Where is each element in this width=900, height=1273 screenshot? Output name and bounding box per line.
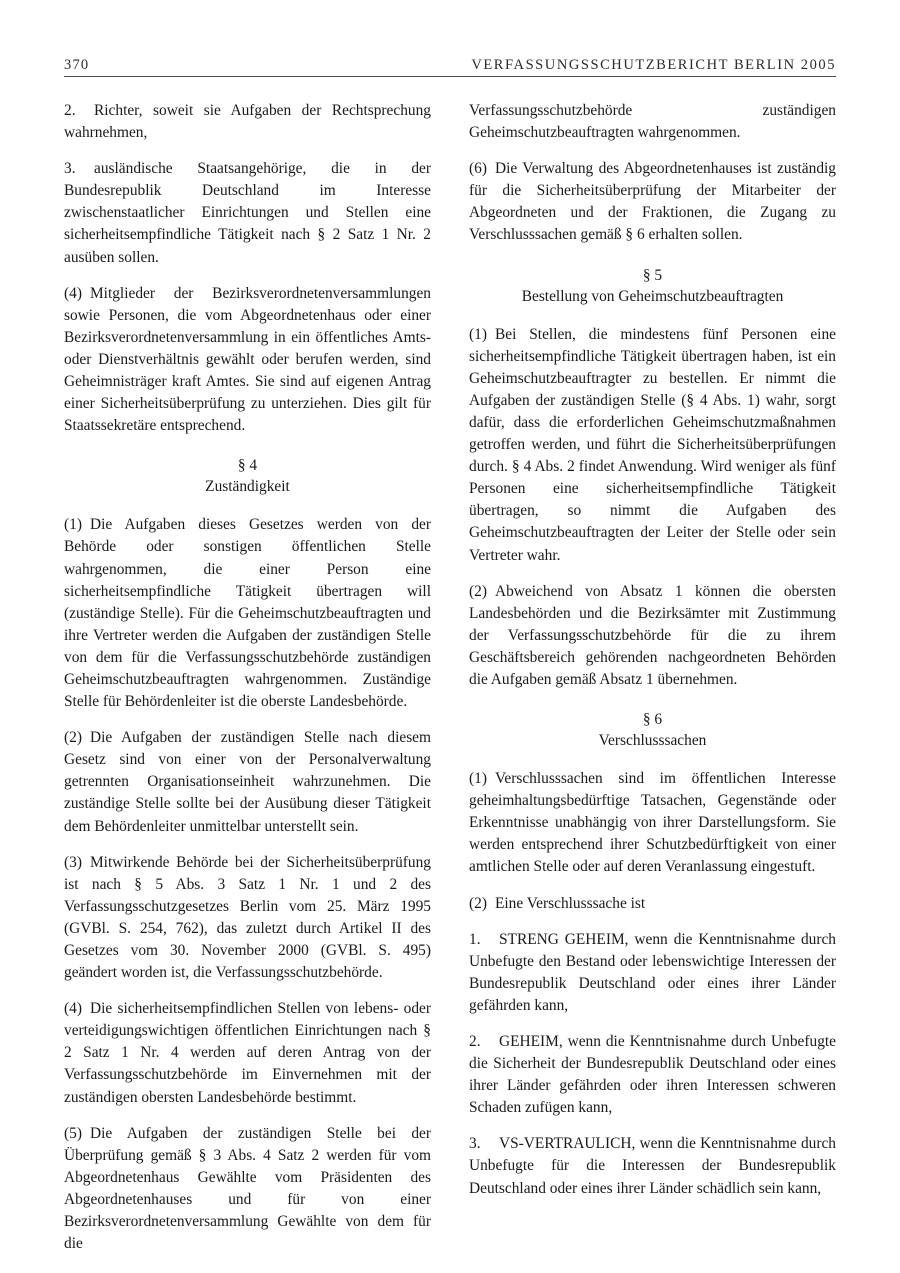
paragraph-number: (2) bbox=[469, 582, 487, 600]
section-number: § 6 bbox=[642, 711, 663, 729]
numbered-paragraph bbox=[64, 998, 431, 1108]
item-number: 1. bbox=[469, 930, 481, 948]
paragraph-text: Die Aufgaben dieses Gesetzes werden von der Behörde oder sonstigen öffentlichen Stelle wahrgenommen, die einer Person eine sicherheitsempfindliche Tätigkeit übertragen will (zuständige Stelle). Für die Geheimschutzbeauftragten und ihre Vertreter werden die Aufgaben der zuständigen Stelle von dem für die Verfassungsschutzbehörde zuständigen Geheimschutzbeauftragten wahrgenommen. Zuständige Stelle für Behördenleiter ist die oberste Landesbehörde. bbox=[64, 516, 431, 711]
paragraph-text: Die Verwaltung des Abgeordnetenhauses ist zuständig für die Sicherheitsüberprüfung der Mitarbeiter der Abgeordneten und der Fraktionen, die Zugang zu Verschlusssachen gemäß § 6 erhalten sollen. bbox=[469, 160, 836, 244]
paragraph-text: Mitglieder der Bezirksverordnetenversammlungen sowie Personen, die vom Abgeordnetenhaus oder einer Bezirksverordnetenversammlung in ein öffentliches Amts- oder Dienstverhältnis gewählt oder berufen werden, sind Geheimnisträger kraft Amtes. Sie sind auf eigenen Antrag einer Sicherheitsüberprüfung zu unterziehen. Dies gilt für Staatssekretäre entsprechend. bbox=[64, 284, 431, 435]
item-number: 2. bbox=[64, 102, 76, 119]
numbered-paragraph bbox=[469, 158, 836, 246]
running-title: VERFASSUNGSSCHUTZBERICHT BERLIN 2005 bbox=[471, 57, 836, 73]
section-title: Zuständigkeit bbox=[205, 478, 290, 496]
page-number: 370 bbox=[64, 57, 90, 73]
paragraph-text: Abweichend von Absatz 1 können die obersten Landesbehörden und die Bezirksämter mit Zustimmung der Verfassungsschutzbehörde für die zu ihrem Geschäftsbereich gehörenden nachgeordneten Behörden die Aufgaben gemäß Absatz 1 übernehmen. bbox=[469, 582, 836, 688]
numbered-item bbox=[469, 1133, 836, 1199]
paragraph-text: Mitwirkende Behörde bei der Sicherheitsüberprüfung ist nach § 5 Abs. 3 Satz 1 Nr. 1 und 2 des Verfassungsschutzgesetzes Berlin vom 25. März 1995 (GVBl. S. 254, 762), das zuletzt durch Artikel II des Gesetzes vom 30. November 2000 (GVBl. S. 495) geändert worden ist, die Verfassungsschutzbehörde. bbox=[64, 853, 431, 982]
paragraph-number: (1) bbox=[469, 325, 487, 343]
numbered-item bbox=[469, 929, 836, 1017]
paragraph-number: (2) bbox=[469, 894, 487, 912]
paragraph-text: Eine Verschlusssache ist bbox=[495, 894, 646, 912]
page-header bbox=[64, 58, 836, 77]
numbered-paragraph bbox=[469, 768, 836, 878]
paragraph-text: Verfassungsschutzbehörde zuständigen Geheimschutzbeauftragten wahrgenommen. bbox=[469, 102, 836, 142]
paragraph-number: (1) bbox=[64, 516, 82, 534]
numbered-paragraph bbox=[469, 893, 836, 915]
section-number: § 4 bbox=[237, 457, 258, 475]
numbered-paragraph bbox=[64, 852, 431, 985]
numbered-paragraph bbox=[64, 1123, 431, 1256]
paragraph-text: Bei Stellen, die mindestens fünf Personen eine sicherheitsempfindliche Tätigkeit übertragen haben, ist ein Geheimschutzbeauftragter zu bestellen. Er nimmt die Aufgaben der zuständigen Stelle (§ 4 Abs. 1) wahr, sorgt dafür, dass die erforderlichen Geheimschutzmaßnahmen getroffen werden, und führt die Sicherheitsüberprüfungen durch. § 4 Abs. 2 findet Anwendung. Wird weniger als fünf Personen eine sicherheitsempfindliche Tätigkeit übertragen, so nimmt die Aufgaben des Geheimschutzbeauftragten der Leiter der Stelle oder sein Vertreter wahr. bbox=[469, 325, 836, 564]
numbered-item bbox=[469, 1031, 836, 1119]
paragraph-text: Die Aufgaben der zuständigen Stelle bei der Überprüfung gemäß § 3 Abs. 4 Satz 2 werden für vom Abgeordnetenhaus Gewählte vom Präsidenten des Abgeordnetenhauses und für von einer Bezirksverordnetenversammlung Gewählte von dem für die bbox=[64, 1124, 431, 1253]
numbered-item bbox=[64, 158, 431, 268]
item-text: Richter, soweit sie Aufgaben der Rechtsprechung wahrnehmen, bbox=[64, 102, 431, 142]
numbered-paragraph bbox=[64, 514, 431, 713]
section-title: Verschlusssachen bbox=[598, 732, 707, 750]
section-title: Bestellung von Geheimschutzbeauftragten bbox=[521, 287, 784, 305]
left-column bbox=[64, 100, 431, 1253]
paragraph-number: (6) bbox=[469, 160, 487, 178]
paragraph-text: Die sicherheitsempfindlichen Stellen von lebens- oder verteidigungswichtigen öffentlichen Einrichtungen nach § 2 Satz 1 Nr. 4 werden auf deren Antrag von der Verfassungsschutzbehörde im Einvernehmen mit der zuständigen obersten Landesbehörde bestimmt. bbox=[64, 1000, 431, 1106]
item-number: 3. bbox=[64, 160, 76, 178]
paragraph-number: (2) bbox=[64, 729, 82, 747]
numbered-paragraph bbox=[64, 727, 431, 837]
paragraph-text: Verschlusssachen sind im öffentlichen Interesse geheimhaltungsbedürftige Tatsachen, Gegenstände oder Erkenntnisse unabhängig von ihrer Darstellungsform. Sie werden entsprechend ihrer Schutzbedürftigkeit von einer amtlichen Stelle oder auf deren Veranlassung eingestuft. bbox=[469, 770, 836, 876]
item-number: 3. bbox=[469, 1135, 481, 1153]
paragraph-number: (5) bbox=[64, 1124, 82, 1142]
item-text: VS-VERTRAULICH, wenn die Kenntnisnahme durch Unbefugte für die Interessen der Bundesrepublik Deutschland oder eines ihrer Länder schädlich sein kann, bbox=[469, 1135, 836, 1197]
numbered-paragraph bbox=[64, 283, 431, 438]
section-number: § 5 bbox=[642, 266, 663, 284]
item-text: ausländische Staatsangehörige, die in der Bundesrepublik Deutschland im Interesse zwischenstaatlicher Einrichtungen und Stellen eine sicherheitsempfindliche Tätigkeit nach § 2 Satz 1 Nr. 2 ausüben sollen. bbox=[64, 160, 431, 266]
paragraph-number: (3) bbox=[64, 853, 82, 871]
item-number: 2. bbox=[469, 1033, 481, 1050]
numbered-paragraph bbox=[469, 324, 836, 567]
numbered-paragraph bbox=[469, 581, 836, 691]
continuation-paragraph bbox=[469, 100, 836, 144]
numbered-item bbox=[64, 100, 431, 144]
item-text: STRENG GEHEIM, wenn die Kenntnisnahme durch Unbefugte den Bestand oder lebenswichtige Interessen der Bundesrepublik Deutschland oder eines ihrer Länder gefährden kann, bbox=[469, 930, 836, 1014]
two-column-body bbox=[64, 100, 836, 1253]
paragraph-text: Die Aufgaben der zuständigen Stelle nach diesem Gesetz sind von einer von der Personalverwaltung getrennten Organisationseinheit wahrzunehmen. Die zuständige Stelle sollte bei der Ausübung dieser Tätigkeit dem Behördenleiter unmittelbar unterstellt sein. bbox=[64, 729, 431, 835]
item-text: GEHEIM, wenn die Kenntnisnahme durch Unbefugte die Sicherheit der Bundesrepublik Deutschland oder eines ihrer Länder gefährden oder ihren Interessen schweren Schaden zufügen kann, bbox=[469, 1033, 836, 1117]
paragraph-number: (4) bbox=[64, 1000, 82, 1018]
paragraph-number: (1) bbox=[469, 770, 487, 788]
paragraph-number: (4) bbox=[64, 284, 82, 302]
right-column bbox=[469, 100, 836, 1220]
